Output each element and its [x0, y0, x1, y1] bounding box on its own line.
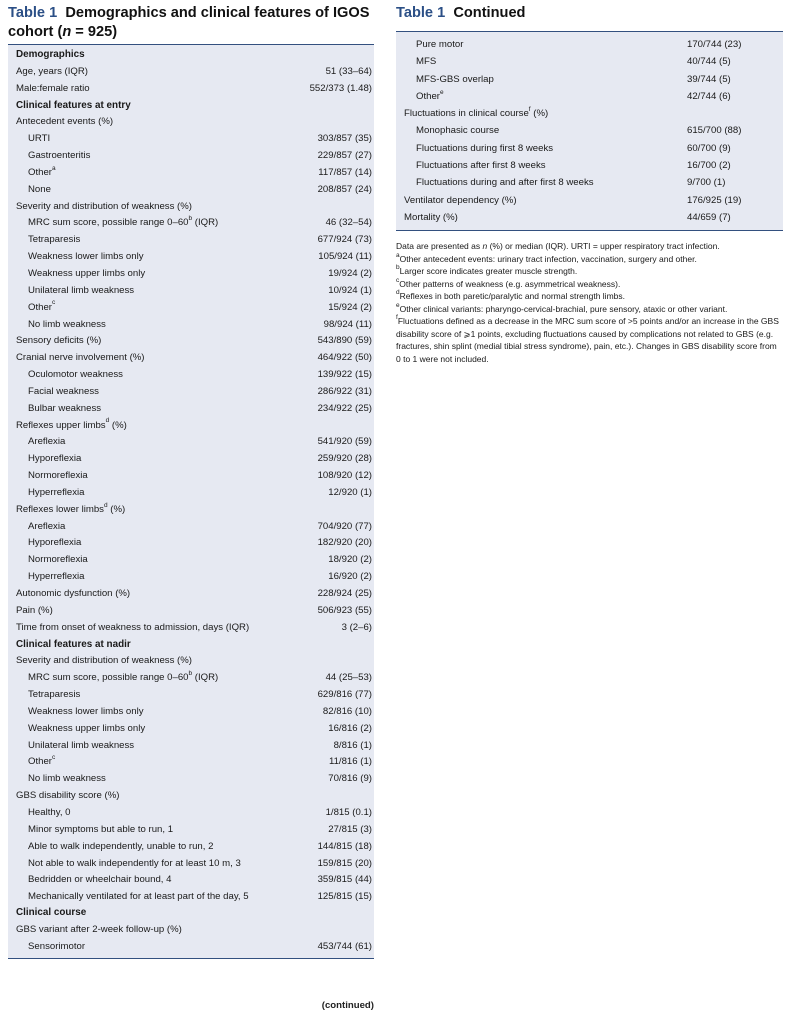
table-row — [396, 157, 783, 174]
table-row — [8, 283, 374, 300]
row-value: 1/815 (0.1) — [325, 806, 372, 818]
table-row — [8, 131, 374, 148]
row-value: 44/659 (7) — [687, 211, 731, 223]
table-row — [8, 451, 374, 468]
row-value: 42/744 (6) — [687, 90, 731, 102]
row-value: 144/815 (18) — [317, 840, 372, 852]
row-value: 9/700 (1) — [687, 177, 726, 189]
row-value: 117/857 (14) — [318, 166, 372, 178]
row-label: Cranial nerve involvement (%) — [16, 352, 145, 364]
table-row — [8, 704, 374, 721]
table-row — [8, 856, 374, 872]
table-row — [396, 36, 783, 53]
footnote-c: $^c$Other patterns of weakness (e.g. asymmetrical weakness). — [396, 276, 621, 289]
table-label: Table 1 — [8, 5, 58, 21]
table-1-right — [396, 4, 783, 365]
row-label: None — [28, 183, 51, 195]
row-label: Areflexia — [28, 436, 66, 448]
table-row — [8, 754, 374, 771]
table-row — [8, 552, 374, 569]
row-label: Unilateral limb weakness — [28, 739, 135, 751]
table-row — [8, 384, 374, 401]
row-label: Facial weakness — [28, 385, 99, 397]
row-value: 11/816 (1) — [328, 756, 372, 768]
row-label: MRC sum score, possible range 0–60$^b$ (IQR) — [28, 215, 219, 229]
row-label: Weakness lower limbs only — [28, 251, 144, 263]
row-label: Hyporeflexia — [28, 537, 82, 549]
row-value: 359/815 (44) — [317, 873, 372, 885]
row-value: 12/920 (1) — [328, 486, 372, 498]
row-value: 51 (33–64) — [325, 65, 372, 77]
table-row — [396, 71, 783, 88]
table-row — [8, 114, 374, 131]
row-value — [687, 105, 783, 122]
table-body — [396, 32, 783, 230]
row-label: Ventilator dependency (%) — [404, 194, 517, 206]
table-row — [8, 889, 374, 905]
section-header-row — [8, 47, 374, 64]
table-row — [8, 81, 374, 98]
row-label: Normoreflexia — [28, 470, 88, 482]
table-row — [8, 182, 374, 199]
row-value: 176/925 (19) — [687, 194, 742, 206]
table-continued-title — [396, 4, 783, 25]
row-value: 259/920 (28) — [317, 453, 372, 465]
table-footnotes — [396, 240, 783, 365]
table-row — [8, 64, 374, 81]
table-row — [8, 687, 374, 704]
footnote-e: $^e$Other clinical variants: pharyngo-cervical-brachial, pure sensory, ataxic or other variant. — [396, 301, 728, 314]
row-value: 70/816 (9) — [328, 773, 372, 785]
table-row — [8, 317, 374, 334]
row-value: 139/922 (15) — [317, 369, 372, 381]
row-value: 234/922 (25) — [317, 402, 372, 414]
table-row — [396, 88, 783, 105]
row-label: Weakness upper limbs only — [28, 267, 146, 279]
table-row — [8, 771, 374, 788]
row-value: 159/815 (20) — [317, 857, 372, 869]
row-label: Clinical features at entry — [16, 99, 131, 111]
row-label: Clinical features at nadir — [16, 638, 131, 650]
row-value: 39/744 (5) — [687, 73, 731, 85]
row-label: Gastroenteritis — [28, 150, 91, 162]
table-row — [396, 122, 783, 139]
row-label: Clinical course — [16, 906, 87, 918]
row-value: 677/924 (73) — [317, 234, 372, 246]
row-value: 82/816 (10) — [322, 705, 372, 717]
row-value: 453/744 (61) — [317, 940, 372, 952]
table-row — [8, 653, 374, 670]
row-label: Time from onset of weakness to admission, days (IQR) — [16, 621, 250, 633]
footnote-main: Data are presented as n (%) or median (IQR). URTI = upper respiratory tract infection. — [396, 241, 720, 252]
row-value: 44 (25–53) — [325, 672, 372, 684]
row-label: Bulbar weakness — [28, 402, 102, 414]
table-row — [8, 872, 374, 889]
row-label: GBS variant after 2-week follow-up (%) — [16, 923, 182, 935]
table-row — [8, 535, 374, 552]
table-row — [8, 839, 374, 856]
table-row — [8, 922, 374, 939]
row-label: Unilateral limb weakness — [28, 284, 135, 296]
row-label: Fluctuations during first 8 weeks — [416, 142, 554, 154]
table-row — [8, 249, 374, 266]
row-value: 19/924 (2) — [328, 267, 372, 279]
row-value: 46 (32–54) — [325, 217, 372, 229]
row-label: Not able to walk independently for at least 10 m, 3 — [28, 857, 241, 869]
table-title — [8, 4, 374, 44]
row-value: 18/920 (2) — [328, 554, 372, 566]
row-label: Hyperreflexia — [28, 571, 85, 583]
table-row — [396, 53, 783, 70]
table-row — [396, 105, 783, 122]
row-label: No limb weakness — [28, 773, 106, 785]
row-value: 229/857 (27) — [317, 150, 372, 162]
row-label: Pure motor — [416, 39, 464, 50]
table-continued-text: Continued — [453, 5, 526, 21]
row-value: 541/920 (59) — [317, 436, 372, 448]
row-label: Fluctuations after first 8 weeks — [416, 160, 546, 172]
row-value: 125/815 (15) — [317, 890, 372, 902]
row-label: Reflexes lower limbs$^d$ (%) — [16, 501, 126, 515]
row-value: 8/816 (1) — [333, 739, 372, 751]
table-row — [8, 148, 374, 165]
row-value: 105/924 (11) — [318, 251, 372, 263]
row-label: Other$^c$ — [28, 754, 56, 768]
table-row — [8, 620, 374, 637]
row-label: Sensorimotor — [28, 940, 86, 952]
row-value: 182/920 (20) — [317, 537, 372, 549]
row-value: 552/373 (1.48) — [309, 82, 372, 94]
row-value: 16/920 (2) — [328, 571, 372, 583]
row-label: Weakness lower limbs only — [28, 705, 144, 717]
table-row — [8, 569, 374, 586]
row-label: Oculomotor weakness — [28, 369, 123, 381]
table-row — [8, 670, 374, 687]
row-label: Other$^a$ — [28, 164, 56, 178]
row-label: Antecedent events (%) — [16, 116, 114, 128]
table-row — [8, 502, 374, 519]
row-label: Bedridden or wheelchair bound, 4 — [28, 873, 172, 885]
section-header-row — [8, 98, 374, 115]
row-value: 15/924 (2) — [328, 301, 372, 313]
table-row — [396, 174, 783, 191]
table-row — [8, 788, 374, 805]
row-value: 506/923 (55) — [317, 604, 372, 616]
row-label: Sensory deficits (%) — [16, 335, 102, 347]
table-row — [8, 165, 374, 182]
row-value: 228/924 (25) — [317, 588, 372, 599]
row-value: 543/890 (59) — [317, 335, 372, 347]
row-label: Hyporeflexia — [28, 453, 82, 465]
row-value: 27/815 (3) — [328, 823, 372, 835]
row-label: MFS-GBS overlap — [416, 73, 494, 85]
table-row — [8, 434, 374, 451]
row-value: 60/700 (9) — [687, 142, 731, 154]
row-value: 615/700 (88) — [687, 125, 742, 137]
row-value: 286/922 (31) — [317, 385, 372, 397]
row-label: Mortality (%) — [404, 211, 458, 223]
row-label: Severity and distribution of weakness (%) — [16, 655, 192, 667]
footnote-a: $^a$Other antecedent events: urinary tract infection, vaccination, surgery and other. — [396, 251, 697, 264]
row-value: 98/924 (11) — [323, 318, 372, 330]
table-title-n: n — [62, 24, 72, 40]
table-row — [8, 266, 374, 283]
row-label: No limb weakness — [28, 318, 106, 330]
row-label: Autonomic dysfunction (%) — [16, 588, 131, 599]
row-label: Monophasic course — [416, 125, 500, 137]
row-label: Able to walk independently, unable to run, 2 — [28, 840, 214, 852]
continued-label: (continued) — [321, 1000, 374, 1011]
table-row — [8, 199, 374, 216]
row-label: Weakness upper limbs only — [28, 722, 146, 734]
table-row — [8, 721, 374, 738]
table-row — [8, 485, 374, 502]
table-row — [8, 519, 374, 536]
table-bottom-rule — [8, 958, 374, 959]
row-label: Male:female ratio — [16, 82, 90, 94]
row-label: Fluctuations in clinical course$^f$ (%) — [404, 106, 549, 120]
row-label: Tetraparesis — [28, 689, 81, 701]
row-label: Other$^e$ — [416, 88, 444, 102]
table-body — [8, 45, 374, 958]
row-label: Healthy, 0 — [28, 806, 71, 818]
row-value: 3 (2–6) — [341, 621, 372, 633]
table-row — [396, 140, 783, 157]
row-value: 40/744 (5) — [687, 56, 731, 68]
row-label: MRC sum score, possible range 0–60$^b$ (IQR) — [28, 670, 219, 684]
row-label: Age, years (IQR) — [16, 65, 88, 77]
table-row — [396, 209, 783, 226]
table-row — [396, 192, 783, 209]
table-label: Table 1 — [396, 5, 446, 21]
table-row — [8, 738, 374, 755]
row-label: URTI — [28, 133, 51, 145]
footnote-b: $^b$Larger score indicates greater muscle strength. — [396, 264, 578, 277]
table-row — [8, 367, 374, 384]
table-row — [8, 939, 374, 956]
table-row — [8, 603, 374, 620]
row-value: 16/700 (2) — [687, 160, 731, 172]
row-label: Minor symptoms but able to run, 1 — [28, 823, 174, 835]
footnote-f: $^f$Fluctuations defined as a decrease in the MRC sum score of >5 points and/or an increase in the GBS disability score of ⩾1 points, excluding fluctuations caused by complications not related to GBS (e.g. fractures, shin splint (medial tibial stress syndrome), pain, etc.). Changes in GBS disability score from 0 to 1 were not included. — [396, 314, 779, 364]
section-header-row — [8, 905, 374, 922]
row-label: Demographics — [16, 49, 85, 60]
table-1-left — [8, 4, 374, 959]
row-label: Fluctuations during and after first 8 weeks — [416, 177, 594, 189]
row-value: 108/920 (12) — [317, 470, 372, 482]
table-row — [8, 333, 374, 350]
footnote-d: $^d$Reflexes in both paretic/paralytic and normal strength limbs. — [396, 289, 625, 302]
table-row — [8, 300, 374, 317]
row-label: Severity and distribution of weakness (%) — [16, 200, 192, 212]
row-value: 303/857 (35) — [317, 133, 372, 145]
table-row — [8, 350, 374, 367]
table-row — [8, 418, 374, 435]
section-header-row — [8, 637, 374, 654]
row-value: 170/744 (23) — [687, 39, 742, 50]
table-row — [8, 215, 374, 232]
row-value: 629/816 (77) — [317, 689, 372, 701]
row-value: 704/920 (77) — [317, 520, 372, 532]
row-label: Mechanically ventilated for at least part of the day, 5 — [28, 890, 249, 902]
table-row — [8, 232, 374, 249]
row-value: 464/922 (50) — [317, 352, 372, 364]
table-title-tail: = 925) — [71, 24, 118, 40]
row-label: Hyperreflexia — [28, 486, 85, 498]
row-label: Other$^c$ — [28, 299, 56, 313]
table-bottom-rule — [396, 230, 783, 231]
row-label: MFS — [416, 56, 437, 68]
table-title-text: Demographics and clinical features of IGOS cohort ( — [8, 5, 370, 40]
table-row — [8, 586, 374, 603]
row-value: 16/816 (2) — [328, 722, 372, 734]
row-label: Areflexia — [28, 520, 66, 532]
row-value: 10/924 (1) — [328, 284, 372, 296]
table-row — [8, 822, 374, 839]
row-label: Tetraparesis — [28, 234, 81, 246]
table-row — [8, 468, 374, 485]
row-label: GBS disability score (%) — [16, 790, 120, 802]
row-label: Normoreflexia — [28, 554, 88, 566]
table-row — [8, 401, 374, 418]
table-row — [8, 805, 374, 822]
row-label: Reflexes upper limbs$^d$ (%) — [16, 417, 127, 431]
row-label: Pain (%) — [16, 604, 53, 616]
row-value: 208/857 (24) — [317, 183, 372, 195]
